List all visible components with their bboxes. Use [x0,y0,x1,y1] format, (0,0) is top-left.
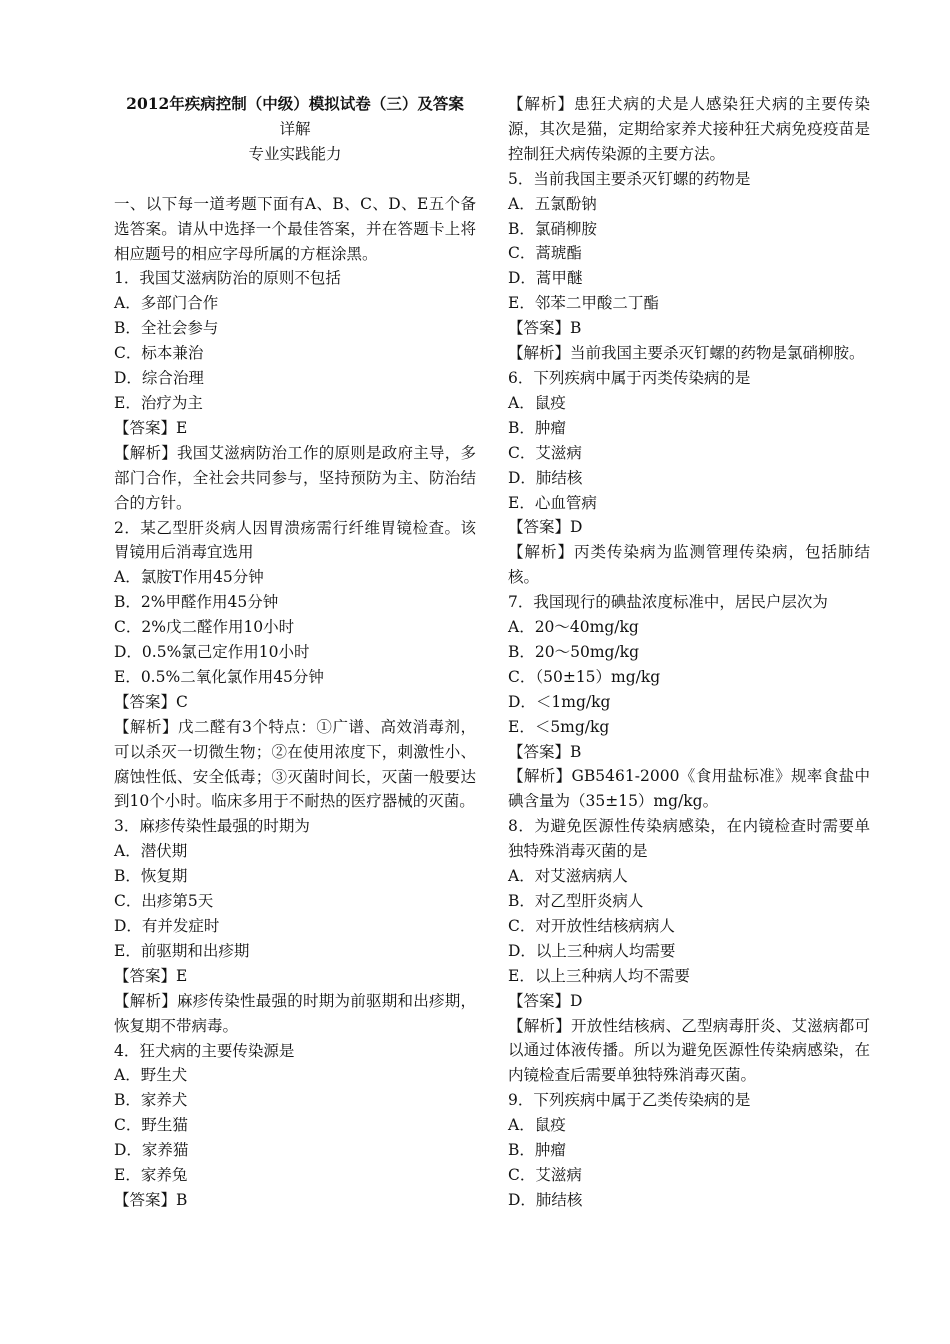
question-1-explanation: 【解析】我国艾滋病防治工作的原则是政府主导，多部门合作，全社会共同参与，坚持预防为主、防治结合的方针。 [114,443,476,512]
question-8-option-a: A．对艾滋病病人 [508,867,628,886]
question-4-option-d: D．家养猫 [114,1141,189,1160]
question-5-option-b: B．氯硝柳胺 [508,219,597,238]
subtitle: 专业实践能力 [248,144,342,163]
question-2-option-b: B．2%甲醛作用45分钟 [114,593,279,612]
question-1-option-e: E．治疗为主 [114,393,203,412]
question-3-option-b: B．恢复期 [114,867,188,886]
question-9-option-a: A．鼠疫 [508,1116,566,1135]
question-3-stem: 3．麻疹传染性最强的时期为 [114,817,310,836]
question-3-option-d: D．有并发症时 [114,917,220,935]
question-8-option-e: E．以上三种病人均不需要 [508,966,690,985]
question-7-answer: 【答案】B [508,742,582,761]
question-8-stem: 8．为避免医源性传染病感染，在内镜检查时需要单独特殊消毒灭菌的是 [508,817,870,861]
question-5-option-c: C．蒿琥酯 [508,244,582,263]
question-5-stem: 5．当前我国主要杀灭钉螺的药物是 [508,169,751,188]
question-3-answer: 【答案】E [114,966,188,985]
question-7-stem: 7．我国现行的碘盐浓度标准中，居民户层次为 [508,593,828,612]
question-5-option-a: A．五氯酚钠 [508,194,597,213]
question-4-answer: 【答案】B [114,1190,188,1209]
question-7-explanation: 【解析】GB5461-2000《食用盐标准》规率食盐中碘含量为（35±15）mg/kg。 [508,767,870,811]
question-8-explanation: 【解析】开放性结核病、乙型病毒肝炎、艾滋病都可以通过体液传播。所以为避免医源性传染病感染，在内镜检查后需要单独特殊消毒灭菌。 [508,1016,870,1085]
question-3-explanation: 【解析】麻疹传染性最强的时期为前驱期和出疹期，恢复期不带病毒。 [114,991,476,1035]
question-8-option-c: C．对开放性结核病病人 [508,916,675,935]
question-2-option-c: C．2%戊二醛作用10小时 [114,618,295,637]
question-4-option-e: E．家养兔 [114,1166,188,1185]
question-2-option-d: D．0.5%氯己定作用10小时 [114,643,310,662]
question-2-stem: 2．某乙型肝炎病人因胃溃疡需行纤维胃镜检查。该胃镜用后消毒宜选用 [114,518,476,562]
question-6-option-d: D．肺结核 [508,468,583,487]
question-3-option-c: C．出疹第5天 [114,892,214,911]
question-6-option-a: A．鼠疫 [508,393,566,412]
question-8-option-d: D．以上三种病人均需要 [508,941,676,960]
spacer [114,167,476,192]
question-1-option-b: B．全社会参与 [114,319,219,338]
question-6-option-c: C．艾滋病 [508,443,582,462]
question-6-explanation: 【解析】丙类传染病为监测管理传染病，包括肺结核。 [508,543,870,587]
question-1-answer: 【答案】E [114,418,188,437]
question-2-option-e: E．0.5%二氧化氯作用45分钟 [114,667,324,686]
question-2-explanation: 【解析】戊二醛有3个特点：①广谱、高效消毒剂，可以杀灭一切微生物；②在使用浓度下，刺激性小、腐蚀性低、安全低毒；③灭菌时间长，灭菌一般要达到10个小时。临床多用于不耐热的医疗器械的灭菌。 [114,717,476,811]
question-4-stem: 4．狂犬病的主要传染源是 [114,1041,295,1060]
question-4-explanation: 【解析】患狂犬病的犬是人感染狂犬病的主要传染源，其次是猫，定期给家养犬接种狂犬病免疫疫苗是控制狂犬病传染源的主要方法。 [508,95,870,163]
question-9-option-c: C．艾滋病 [508,1165,582,1184]
question-2-option-a: A．氯胺T作用45分钟 [114,568,264,587]
question-3-option-a: A．潜伏期 [114,842,188,861]
question-6-stem: 6．下列疾病中属于丙类传染病的是 [508,368,751,387]
question-4-option-c: C．野生猫 [114,1116,188,1135]
question-5-option-d: D．蒿甲醚 [508,269,583,288]
question-7-option-c: C．（50±15）mg/kg [508,667,661,686]
question-4-option-b: B．家养犬 [114,1091,188,1110]
question-5-answer: 【答案】B [508,319,582,338]
question-6-option-b: B．肿瘤 [508,418,566,437]
title-line-2: 详解 [279,119,311,138]
question-7-option-b: B．20～50mg/kg [508,642,639,661]
question-7-option-d: D．＜1mg/kg [508,692,611,711]
question-5-explanation: 【解析】当前我国主要杀灭钉螺的药物是氯硝柳胺。 [508,344,865,363]
question-1-option-d: D．综合治理 [114,369,204,388]
question-9-option-b: B．肿瘤 [508,1141,566,1160]
question-7-option-a: A．20～40mg/kg [508,618,639,637]
instructions: 一、以下每一道考题下面有A、B、C、D、E五个备选答案。请从中选择一个最佳答案，并在答题卡上将相应题号的相应字母所属的方框涂黑。 [114,194,476,263]
question-7-option-e: E．＜5mg/kg [508,717,610,736]
question-3-option-e: E．前驱期和出疹期 [114,941,250,960]
document-title [114,92,476,167]
question-6-option-e: E．心血管病 [508,493,597,512]
question-2-answer: 【答案】C [114,692,188,711]
question-6-answer: 【答案】D [508,518,583,537]
left-column [114,92,476,1213]
question-8-option-b: B．对乙型肝炎病人 [508,892,644,910]
title-line-1: 2012年疾病控制（中级）模拟试卷（三）及答案 [126,94,464,113]
question-4-option-a: A．野生犬 [114,1066,188,1085]
question-9-option-d: D．肺结核 [508,1190,583,1209]
question-9-stem: 9．下列疾病中属于乙类传染病的是 [508,1091,751,1110]
question-8-answer: 【答案】D [508,991,583,1010]
question-1-stem: 1．我国艾滋病防治的原则不包括 [114,269,341,288]
question-1-option-a: A．多部门合作 [114,294,219,313]
question-1-option-c: C．标本兼治 [114,344,204,363]
right-column [508,92,870,1213]
question-5-option-e: E．邻苯二甲酸二丁酯 [508,294,659,313]
